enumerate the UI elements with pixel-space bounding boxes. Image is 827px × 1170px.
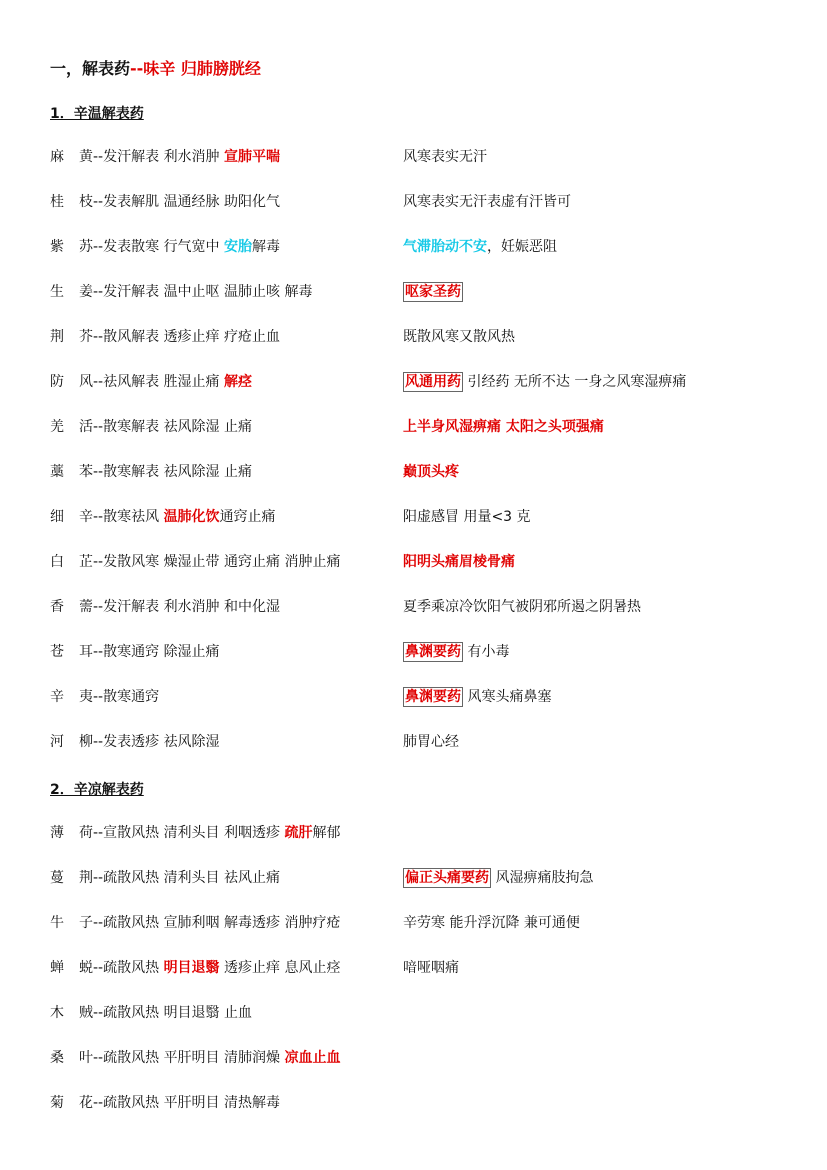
herb-effects xyxy=(50,1002,252,1024)
herb-row xyxy=(0,191,827,213)
section-heading-warm: 1．辛温解表药 xyxy=(50,106,144,122)
herb-name-char1: 蝉 xyxy=(50,960,64,976)
herb-notes xyxy=(403,551,515,573)
herb-name-char1: 桂 xyxy=(50,194,64,210)
herb-effect: 清利头目 xyxy=(163,825,220,841)
herb-name-char2: 耳 xyxy=(79,644,93,660)
herb-note: 风湿痹痛肢拘急 xyxy=(495,870,594,886)
herb-name-char2: 荆 xyxy=(79,870,93,886)
herb-effect: --散风解表 xyxy=(93,329,160,345)
herb-name-char2: 芷 xyxy=(79,554,93,570)
herb-notes xyxy=(403,912,580,934)
herb-name-char1: 薄 xyxy=(50,825,64,841)
herb-name-char2: 芥 xyxy=(79,329,93,345)
herb-effects xyxy=(50,146,280,168)
herb-name-char1: 白 xyxy=(50,554,64,570)
herb-effect: --散寒通窍 xyxy=(93,689,160,705)
herb-name-char2: 柳 xyxy=(79,734,93,750)
herb-effect: --散寒解表 xyxy=(93,464,160,480)
herb-notes xyxy=(403,596,641,618)
herb-note: 引经药 无所不达 一身之风寒湿痹痛 xyxy=(467,374,687,390)
herb-effects xyxy=(50,912,340,934)
title-sub: --味辛 归肺膀胱经 xyxy=(130,59,261,78)
herb-notes xyxy=(403,371,686,393)
herb-key-note-box: 鼻渊要药 xyxy=(405,644,461,660)
herb-name-char2: 花 xyxy=(79,1095,93,1111)
herb-effect-highlight: 疏肝 xyxy=(284,825,313,841)
herb-name-char1: 菊 xyxy=(50,1095,64,1111)
herb-row xyxy=(0,596,827,618)
herb-effect: 平肝明目 xyxy=(163,1050,220,1066)
herb-effect: 温通经脉 xyxy=(163,194,220,210)
herb-effect: 和中化湿 xyxy=(224,599,281,615)
herb-notes xyxy=(403,191,571,213)
herb-effect: 行气宽中 xyxy=(163,239,220,255)
herb-note: 夏季乘凉冷饮阳气被阴邪所遏之阴暑热 xyxy=(403,599,641,615)
herb-name-char2: 风 xyxy=(79,374,93,390)
herb-row xyxy=(0,731,827,753)
herb-effect: --疏散风热 xyxy=(93,915,160,931)
herb-effect: 温中止呕 xyxy=(163,284,220,300)
herb-name-char2: 贼 xyxy=(79,1005,93,1021)
herb-row xyxy=(0,957,827,979)
herb-effect: 利咽透疹 xyxy=(224,825,281,841)
herb-effect: 止痛 xyxy=(224,464,253,480)
herb-effect: --疏散风热 xyxy=(93,870,160,886)
herb-effect: --发表解肌 xyxy=(93,194,160,210)
herb-effect: --疏散风热 xyxy=(93,960,160,976)
herb-note-highlight: 阳明头痛眉棱骨痛 xyxy=(403,554,515,570)
herb-key-note-box: 偏正头痛要药 xyxy=(405,870,489,886)
herb-notes xyxy=(403,146,487,168)
herb-note: 阳虚感冒 用量<3 克 xyxy=(403,509,531,525)
herb-row xyxy=(0,867,827,889)
herb-name-char1: 河 xyxy=(50,734,64,750)
herb-name-char1: 辛 xyxy=(50,689,64,705)
herb-effect: 通窍止痛 xyxy=(224,554,281,570)
herb-row xyxy=(0,912,827,934)
herb-name-char2: 黄 xyxy=(79,149,93,165)
herb-row xyxy=(0,686,827,708)
herb-effects xyxy=(50,731,220,753)
herb-note: 辛劳寒 能升浮沉降 兼可通便 xyxy=(403,915,580,931)
herb-name-char2: 薷 xyxy=(79,599,93,615)
herb-effects xyxy=(50,461,252,483)
herb-effect: --散寒祛风 xyxy=(93,509,160,525)
herb-effect: 利水消肿 xyxy=(163,149,220,165)
herb-row xyxy=(0,506,827,528)
herb-name-char1: 桑 xyxy=(50,1050,64,1066)
herb-effect: 消肿止痛 xyxy=(284,554,341,570)
herb-name-char1: 蔓 xyxy=(50,870,64,886)
herb-effect-highlight: 宣肺平喘 xyxy=(224,149,281,165)
herb-name-char1: 生 xyxy=(50,284,64,300)
herb-effects xyxy=(50,641,220,663)
herb-name-char1: 麻 xyxy=(50,149,64,165)
herb-effect: 消肿疗疮 xyxy=(284,915,341,931)
herb-effect: --发散风寒 xyxy=(93,554,160,570)
herb-effect-highlight: 解痉 xyxy=(224,374,253,390)
herb-effects xyxy=(50,506,276,528)
herb-name-char1: 防 xyxy=(50,374,64,390)
title-main: 一，解表药 xyxy=(50,59,131,78)
herb-row xyxy=(0,416,827,438)
herb-key-note-box: 鼻渊要药 xyxy=(405,689,461,705)
herb-effect: 止血 xyxy=(224,1005,253,1021)
herb-effect: --疏散风热 xyxy=(93,1005,160,1021)
herb-effect-highlight: 温肺化饮 xyxy=(163,509,220,525)
herb-effects xyxy=(50,191,280,213)
herb-effect: 燥湿止带 xyxy=(163,554,220,570)
herb-note: 有小毒 xyxy=(467,644,510,660)
herb-row xyxy=(0,551,827,573)
herb-note: 风寒表实无汗表虚有汗皆可 xyxy=(403,194,571,210)
herb-effect: 除湿止痛 xyxy=(163,644,220,660)
herb-effect: --发汗解表 xyxy=(93,149,160,165)
herb-effect: --宣散风热 xyxy=(93,825,160,841)
herb-effect: --疏散风热 xyxy=(93,1095,160,1111)
herb-effect: --散寒解表 xyxy=(93,419,160,435)
herb-effects xyxy=(50,551,340,573)
herb-note: 风寒表实无汗 xyxy=(403,149,487,165)
herb-effect: 解毒透疹 xyxy=(224,915,281,931)
herb-effect: 疗疮止血 xyxy=(224,329,281,345)
herb-effects xyxy=(50,596,280,618)
herb-effect: 清肺润燥 xyxy=(224,1050,281,1066)
herb-row xyxy=(0,822,827,844)
herb-effect: --发汗解表 xyxy=(93,284,160,300)
herb-effect: 明目退翳 xyxy=(163,1005,220,1021)
herb-notes xyxy=(403,461,459,483)
herb-row xyxy=(0,461,827,483)
herb-name-char1: 香 xyxy=(50,599,64,615)
herb-name-char2: 辛 xyxy=(79,509,93,525)
herb-effects xyxy=(50,326,280,348)
herb-row xyxy=(0,326,827,348)
herb-effect: 清热解毒 xyxy=(224,1095,281,1111)
herb-effect: 祛风除湿 xyxy=(163,734,220,750)
herb-name-char2: 叶 xyxy=(79,1050,93,1066)
herb-row xyxy=(0,281,827,303)
herb-row xyxy=(0,1092,827,1114)
herb-effect: 助阳化气 xyxy=(224,194,281,210)
herb-effect: --发表散寒 xyxy=(93,239,160,255)
herb-effect: 祛风除湿 xyxy=(163,464,220,480)
herb-key-note-box: 呕家圣药 xyxy=(405,284,461,300)
herb-effects xyxy=(50,236,280,258)
herb-effect: 温肺止咳 xyxy=(224,284,281,300)
herb-effect: 解毒 xyxy=(252,239,281,255)
herb-row xyxy=(0,146,827,168)
herb-row xyxy=(0,236,827,258)
herb-effect: 平肝明目 xyxy=(163,1095,220,1111)
herb-effects xyxy=(50,686,159,708)
herb-note-highlight: 巅顶头疼 xyxy=(403,464,459,480)
herb-effect: --祛风解表 xyxy=(93,374,160,390)
herb-effects xyxy=(50,281,312,303)
herb-name-char2: 姜 xyxy=(79,284,93,300)
herb-name-char1: 紫 xyxy=(50,239,64,255)
herb-effect: 利水消肿 xyxy=(163,599,220,615)
herb-name-char2: 夷 xyxy=(79,689,93,705)
herb-effects xyxy=(50,416,252,438)
herb-notes xyxy=(403,326,515,348)
herb-effects xyxy=(50,371,252,393)
herb-effect: --疏散风热 xyxy=(93,1050,160,1066)
herb-effect-highlight: 明目退翳 xyxy=(163,960,220,976)
herb-notes xyxy=(403,957,459,979)
herb-name-char2: 活 xyxy=(79,419,93,435)
herb-name-char1: 牛 xyxy=(50,915,64,931)
herb-effect: --散寒通窍 xyxy=(93,644,160,660)
herb-effect: 解毒 xyxy=(284,284,313,300)
herb-effects xyxy=(50,957,340,979)
section-heading-cool: 2．辛凉解表药 xyxy=(50,782,144,798)
herb-name-char1: 细 xyxy=(50,509,64,525)
herb-row xyxy=(0,371,827,393)
herb-effect-highlight: 凉血止血 xyxy=(284,1050,341,1066)
herb-row xyxy=(0,1047,827,1069)
herb-name-char1: 荆 xyxy=(50,329,64,345)
herb-notes xyxy=(403,731,459,753)
herb-effect: 宣肺利咽 xyxy=(163,915,220,931)
herb-name-char1: 木 xyxy=(50,1005,64,1021)
herb-note: 既散风寒又散风热 xyxy=(403,329,515,345)
herb-effects xyxy=(50,867,280,889)
herb-note: 风寒头痛鼻塞 xyxy=(467,689,552,705)
herb-effect-highlight: 安胎 xyxy=(224,239,253,255)
herb-name-char1: 藁 xyxy=(50,464,64,480)
herb-name-char2: 苯 xyxy=(79,464,93,480)
herb-effect: 祛风除湿 xyxy=(163,419,220,435)
herb-note: ，妊娠恶阻 xyxy=(487,239,557,255)
herb-effect: 透疹止痒 息风止痉 xyxy=(224,960,341,976)
herb-name-char2: 子 xyxy=(79,915,93,931)
herb-effect: 通窍止痛 xyxy=(219,509,276,525)
herb-effect: 透疹止痒 xyxy=(163,329,220,345)
herb-notes xyxy=(403,686,551,708)
herb-note: 肺胃心经 xyxy=(403,734,459,750)
herb-effect: 祛风止痛 xyxy=(224,870,281,886)
herb-notes xyxy=(403,506,531,528)
herb-notes xyxy=(403,236,557,258)
herb-name-char1: 羌 xyxy=(50,419,64,435)
herb-note-highlight: 上半身风湿痹痛 太阳之头项强痛 xyxy=(403,419,604,435)
herb-row xyxy=(0,1002,827,1024)
herb-effect: 解郁 xyxy=(312,825,341,841)
herb-effect: --发表透疹 xyxy=(93,734,160,750)
herb-name-char1: 苍 xyxy=(50,644,64,660)
page-title xyxy=(50,56,261,79)
herb-notes xyxy=(403,281,463,303)
herb-name-char2: 枝 xyxy=(79,194,93,210)
herb-name-char2: 荷 xyxy=(79,825,93,841)
herb-effect: 止痛 xyxy=(224,419,253,435)
herb-key-note-box: 风通用药 xyxy=(405,374,461,390)
herb-notes xyxy=(403,641,509,663)
herb-notes xyxy=(403,867,593,889)
herb-effects xyxy=(50,1047,340,1069)
herb-notes xyxy=(403,416,604,438)
herb-row xyxy=(0,641,827,663)
herb-effects xyxy=(50,822,340,844)
herb-name-char2: 蜕 xyxy=(79,960,93,976)
herb-name-char2: 苏 xyxy=(79,239,93,255)
herb-effect: 清利头目 xyxy=(163,870,220,886)
herb-note: 喑哑咽痛 xyxy=(403,960,459,976)
herb-effect: --发汗解表 xyxy=(93,599,160,615)
herb-effect: 胜湿止痛 xyxy=(163,374,220,390)
herb-note-highlight: 气滞胎动不安 xyxy=(403,239,487,255)
herb-effects xyxy=(50,1092,280,1114)
